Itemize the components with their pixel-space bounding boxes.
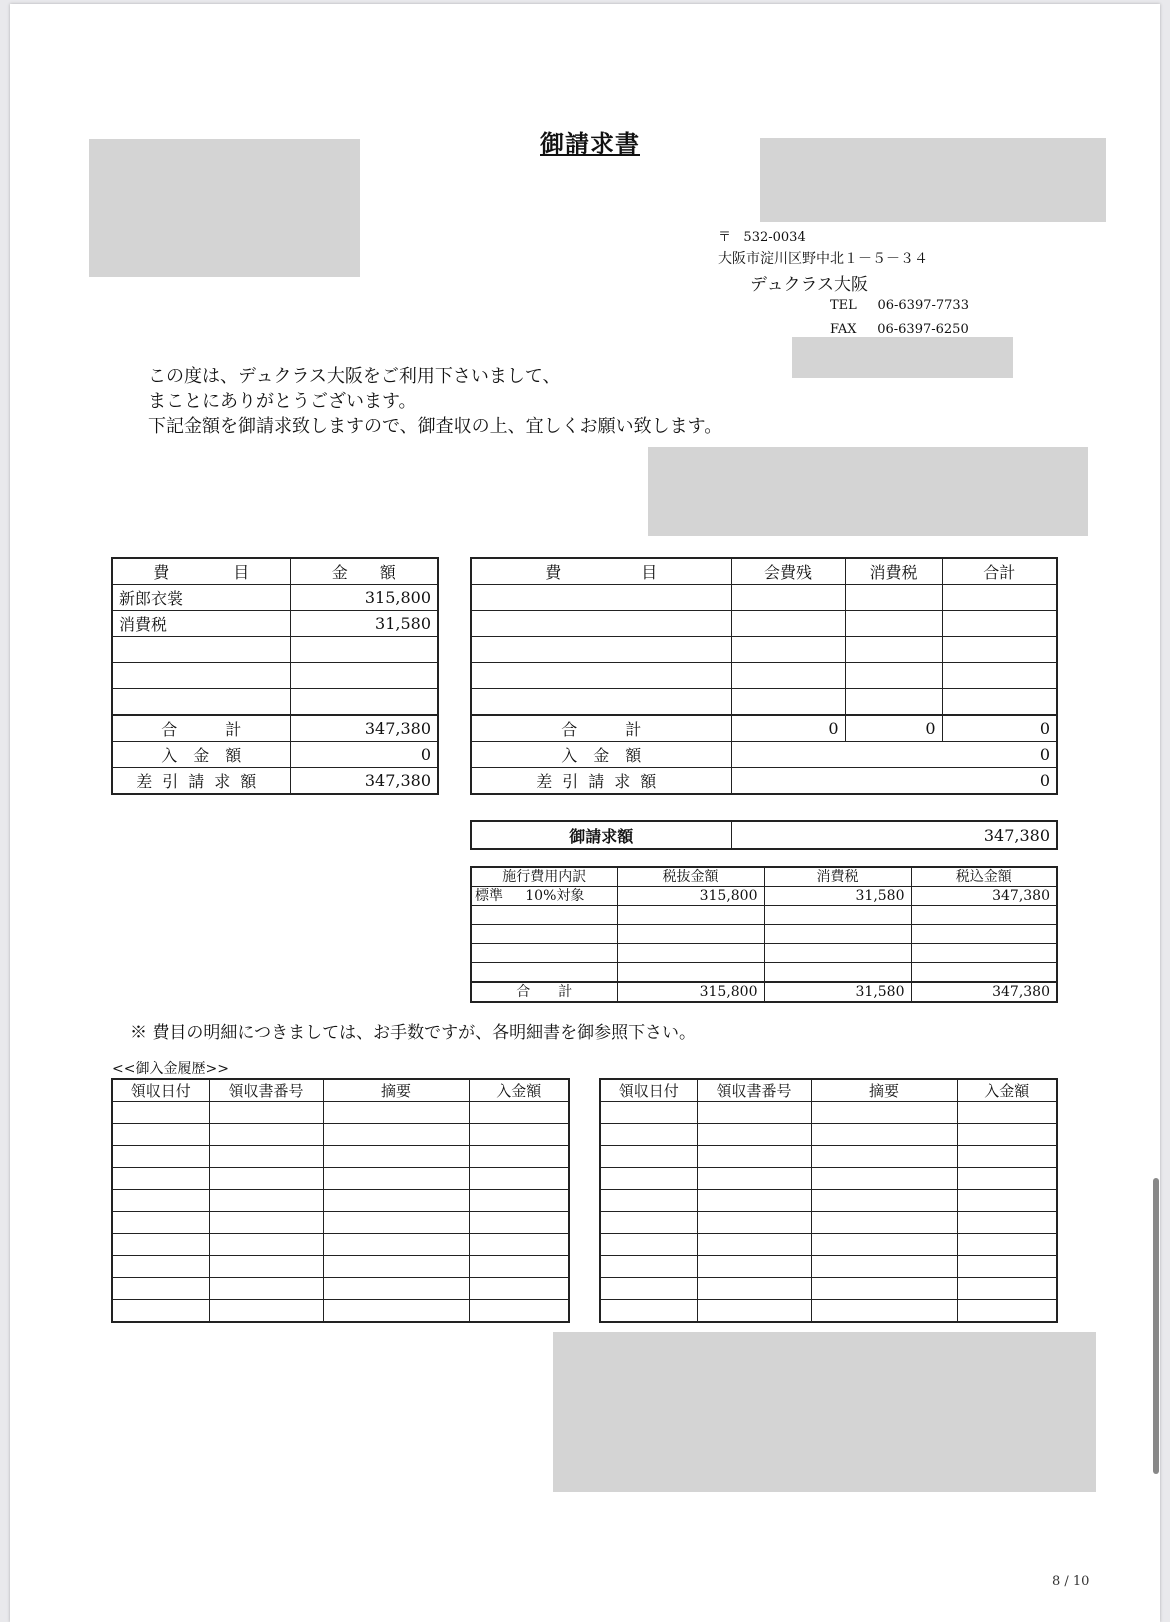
redacted-staff: [792, 337, 1013, 378]
invoice-amount-box: [470, 820, 1058, 850]
col-header-breakdown: 施行費用内訳: [471, 867, 617, 887]
table-row: [112, 1256, 569, 1278]
amount-cell: 31,580: [290, 611, 438, 637]
breakdown-total-net: 315,800: [617, 982, 764, 1002]
deposit-value: 0: [290, 742, 438, 768]
rate-class: 標準: [475, 888, 503, 904]
table-row: [600, 1278, 1057, 1300]
table-row: [112, 1278, 569, 1300]
greeting: [148, 364, 722, 439]
table-row: [112, 1102, 569, 1124]
greeting-line-2: まことにありがとうございます。: [148, 391, 417, 412]
table-row: [112, 585, 438, 611]
table-row: [600, 1256, 1057, 1278]
redacted-bank-info: [553, 1332, 1096, 1492]
payment-history-title: <<御入金履歴>>: [112, 1061, 229, 1077]
col-header-receipt-no: 領収書番号: [209, 1079, 323, 1102]
table-row: [471, 925, 1057, 944]
item-cell: [112, 689, 290, 716]
amount-cell: [290, 689, 438, 716]
deposit-label: 入 金 額: [112, 742, 290, 768]
table-row: [112, 611, 438, 637]
col-header-item: 費 目: [471, 558, 731, 585]
amount-cell: [290, 637, 438, 663]
total-kaihi: 0: [731, 715, 845, 742]
balance-value: 0: [731, 768, 1057, 795]
table-row: [471, 663, 1057, 689]
fax-label: FAX: [830, 322, 857, 337]
postal-line: [718, 226, 806, 245]
redacted-stamp-area: [648, 447, 1088, 536]
table-row: [112, 1212, 569, 1234]
col-header-receipt-no: 領収書番号: [697, 1079, 811, 1102]
col-header-sum: 合計: [942, 558, 1057, 585]
table-row: [112, 663, 438, 689]
table-row: [471, 611, 1057, 637]
detail-note: ※ 費目の明細につきましては、お手数ですが、各明細書を御参照下さい。: [130, 1023, 697, 1043]
table-row: [471, 963, 1057, 983]
postal-code: 532-0034: [743, 230, 806, 245]
col-header-item: 費 目: [112, 558, 290, 585]
col-header-amount: 金 額: [290, 558, 438, 585]
table-row: [471, 689, 1057, 716]
tel-line: [830, 298, 969, 313]
payment-history-table-left: [111, 1078, 570, 1323]
left-expense-table: [111, 557, 439, 795]
col-header-description: 摘要: [811, 1079, 957, 1102]
document-title: 御請求書: [540, 129, 640, 158]
balance-label: 差引請求額: [112, 768, 290, 795]
table-row: [471, 585, 1057, 611]
table-row: [600, 1102, 1057, 1124]
table-row: [600, 1212, 1057, 1234]
table-row: [600, 1190, 1057, 1212]
breakdown-total-gross: 347,380: [911, 982, 1057, 1002]
total-label: 合 計: [112, 715, 290, 742]
col-header-tax: 消費税: [764, 867, 911, 887]
table-row: [112, 1300, 569, 1323]
rate-target: 10%対象: [525, 888, 585, 904]
table-row: [471, 906, 1057, 925]
col-header-gross: 税込金額: [911, 867, 1057, 887]
amount-cell: 315,800: [290, 585, 438, 611]
deposit-label: 入 金 額: [471, 742, 731, 768]
table-row: [112, 1146, 569, 1168]
total-value: 347,380: [290, 715, 438, 742]
table-row: [112, 1234, 569, 1256]
table-row: [112, 1168, 569, 1190]
item-cell: [112, 637, 290, 663]
total-tax: 0: [845, 715, 942, 742]
table-row: [600, 1234, 1057, 1256]
right-expense-table: [470, 557, 1058, 795]
item-cell: [112, 663, 290, 689]
deposit-value: 0: [731, 742, 1057, 768]
table-row: [600, 1146, 1057, 1168]
col-header-description: 摘要: [323, 1079, 469, 1102]
scrollbar-thumb[interactable]: [1153, 1178, 1159, 1474]
fax-line: [830, 322, 969, 337]
col-header-date: 領収日付: [112, 1079, 209, 1102]
table-row: [112, 637, 438, 663]
page-indicator: 8 / 10: [1052, 1574, 1090, 1589]
tel-number: 06-6397-7733: [877, 298, 969, 313]
breakdown-label-cell: [471, 887, 617, 906]
col-header-tax: 消費税: [845, 558, 942, 585]
table-row: [471, 944, 1057, 963]
balance-value: 347,380: [290, 768, 438, 795]
postal-mark: 〒: [718, 230, 732, 245]
greeting-line-3: 下記金額を御請求致しますので、御査収の上、宜しくお願い致します。: [148, 416, 723, 437]
redacted-recipient: [89, 139, 360, 277]
gross-cell: 347,380: [911, 887, 1057, 906]
table-row: [600, 1300, 1057, 1323]
amount-cell: [290, 663, 438, 689]
total-label: 合 計: [471, 715, 731, 742]
sender-address: 大阪市淀川区野中北１－５－３４: [718, 251, 928, 267]
table-row: [112, 1190, 569, 1212]
greeting-line-1: この度は、デュクラス大阪をご利用下さいまして、: [148, 366, 561, 387]
col-header-kaihi: 会費残: [731, 558, 845, 585]
tel-label: TEL: [830, 298, 857, 313]
col-header-payment: 入金額: [957, 1079, 1057, 1102]
col-header-net: 税抜金額: [617, 867, 764, 887]
sender-company: デュクラス大阪: [750, 275, 868, 295]
fax-number: 06-6397-6250: [877, 322, 969, 337]
item-cell: 消費税: [112, 611, 290, 637]
col-header-payment: 入金額: [469, 1079, 569, 1102]
invoice-amount-label: 御請求額: [471, 821, 731, 849]
table-row: [112, 1124, 569, 1146]
item-cell: 新郎衣裳: [112, 585, 290, 611]
breakdown-total-tax: 31,580: [764, 982, 911, 1002]
table-row: [600, 1124, 1057, 1146]
net-cell: 315,800: [617, 887, 764, 906]
breakdown-total-label: 合 計: [471, 982, 617, 1002]
table-row: [600, 1168, 1057, 1190]
tax-breakdown-table: [470, 866, 1058, 1003]
payment-history-table-right: [599, 1078, 1058, 1323]
balance-label: 差引請求額: [471, 768, 731, 795]
tax-cell: 31,580: [764, 887, 911, 906]
redacted-header-right: [760, 138, 1106, 222]
table-row: [471, 887, 1057, 906]
invoice-amount-value: 347,380: [731, 821, 1057, 849]
table-row: [112, 689, 438, 716]
total-sum: 0: [942, 715, 1057, 742]
col-header-date: 領収日付: [600, 1079, 697, 1102]
table-row: [471, 637, 1057, 663]
